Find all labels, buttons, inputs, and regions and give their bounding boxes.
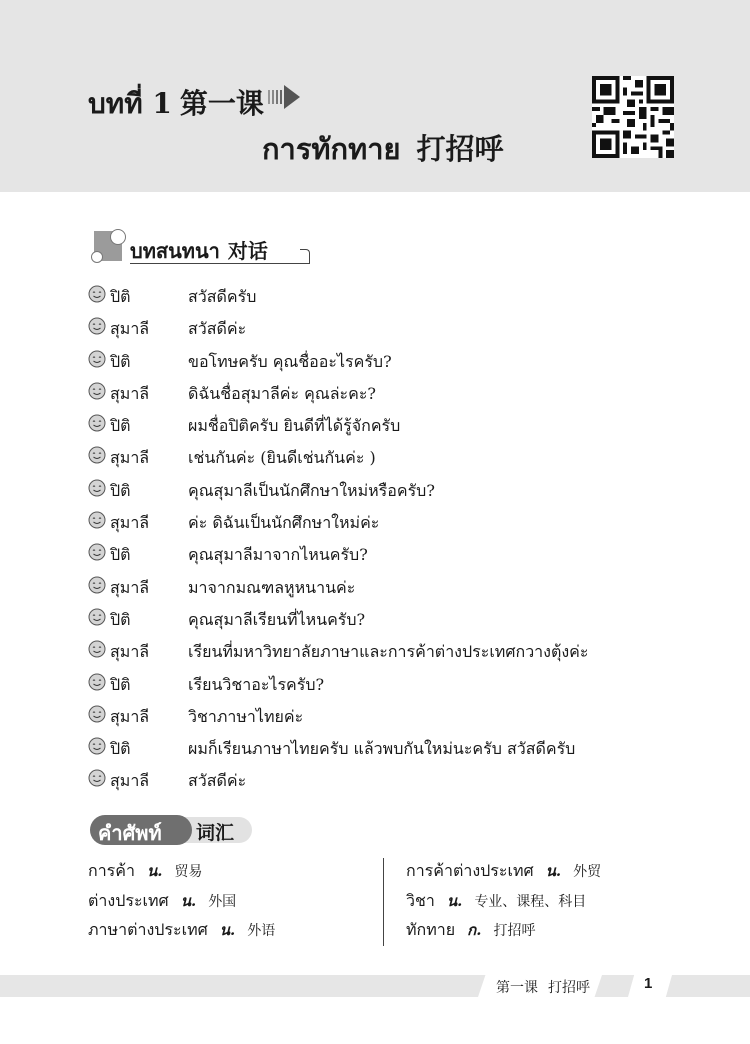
vocab-entry	[406, 918, 601, 948]
speaker-name: ปิติ	[110, 480, 131, 500]
vocab-word: การค้าต่างประเทศ	[406, 861, 534, 880]
smiley-face-icon	[88, 350, 106, 368]
utterance-text: ดิฉันชื่อสุมาลีค่ะ คุณล่ะคะ?	[188, 383, 376, 403]
utterance-text: ขอโทษครับ คุณชื่ออะไรครับ?	[188, 351, 392, 371]
vocab-meaning: 外国	[208, 893, 237, 910]
smiley-face-icon	[88, 285, 106, 303]
lesson-number-zh: 第一课	[179, 87, 264, 120]
part-of-speech: น.	[545, 862, 562, 880]
arrow-right-icon	[268, 84, 302, 110]
speaker-name: สุมาลี	[110, 706, 150, 726]
vocab-entry	[406, 889, 601, 919]
qr-code-icon[interactable]	[592, 76, 674, 158]
smiley-face-icon	[88, 511, 106, 529]
vocab-meaning: 外语	[247, 923, 276, 939]
heading-underline-end	[300, 249, 310, 263]
utterance-text: ค่ะ ดิฉันเป็นนักศึกษาใหม่ค่ะ	[188, 513, 380, 533]
utterance-text: เรียนวิชาอะไรครับ?	[188, 674, 325, 694]
vocab-word: ทักทาย	[406, 920, 456, 939]
speaker-name: สุมาลี	[110, 319, 150, 339]
utterance-text: วิชาภาษาไทยค่ะ	[188, 706, 304, 726]
speaker-name: ปิติ	[110, 674, 131, 694]
vocab-word: วิชา	[406, 890, 435, 910]
part-of-speech: น.	[146, 862, 163, 880]
speaker-name: สุมาลี	[110, 771, 150, 791]
bubble-small-icon	[91, 251, 103, 263]
smiley-face-icon	[88, 382, 106, 400]
smiley-face-icon	[88, 705, 106, 723]
utterance-text: ผมชื่อปิติครับ ยินดีที่ได้รู้จักครับ	[188, 416, 401, 436]
lesson-number-th: บทที่ 1	[88, 87, 172, 120]
lesson-label	[88, 82, 272, 126]
speaker-name: ปิติ	[110, 609, 131, 629]
bubble-icon	[110, 229, 126, 245]
smiley-face-icon	[88, 673, 106, 691]
utterance-text: เช่นกันค่ะ (ยินดีเช่นกันค่ะ )	[188, 448, 376, 468]
lesson-title-zh: 打招呼	[416, 132, 504, 166]
vocab-word: ภาษาต่างประเทศ	[88, 920, 208, 939]
heading-underline	[130, 263, 310, 264]
footer-lesson: 第一课	[496, 980, 538, 996]
vocab-entry	[406, 859, 601, 889]
utterance-text: ผมก็เรียนภาษาไทยครับ แล้วพบกันใหม่นะครับ สวัสดีครับ	[188, 739, 576, 759]
utterance-text: มาจากมณฑลหูหนานค่ะ	[188, 577, 356, 597]
utterance-text: คุณสุมาลีเรียนที่ไหนครับ?	[188, 609, 366, 629]
vocab-entry	[88, 859, 275, 889]
vocab-entry	[88, 918, 275, 948]
vocab-list-right	[406, 859, 601, 948]
dialog-title-zh: 对话	[227, 239, 268, 263]
vocab-title-zh: 词汇	[196, 822, 235, 844]
vocab-meaning: 专业、课程、科目	[474, 893, 587, 910]
vocab-word: ต่างประเทศ	[88, 890, 169, 910]
smiley-face-icon	[88, 479, 106, 497]
speaker-name: สุมาลี	[110, 577, 150, 597]
dialog-section-heading	[90, 229, 314, 269]
part-of-speech: น.	[446, 891, 463, 910]
vocab-divider	[383, 858, 384, 946]
vocab-meaning: 贸易	[174, 864, 203, 880]
speaker-name: ปิติ	[110, 287, 131, 306]
vocab-title-th: คำศัพท์	[98, 821, 162, 845]
utterance-text: เรียนที่มหาวิทยาลัยภาษาและการค้าต่างประเทศกวางตุ้งค่ะ	[188, 642, 589, 662]
smiley-face-icon	[88, 608, 106, 626]
page-number: 1	[644, 975, 653, 992]
utterance-text: สวัสดีครับ	[188, 287, 257, 306]
vocab-meaning: 打招呼	[493, 923, 536, 939]
vocab-section-heading	[90, 815, 256, 845]
utterance-text: สวัสดีค่ะ	[188, 319, 247, 339]
part-of-speech: ก.	[467, 921, 482, 939]
speaker-name: สุมาลี	[110, 383, 150, 403]
smiley-face-icon	[88, 640, 106, 658]
speaker-name: สุมาลี	[110, 448, 150, 468]
speaker-name: สุมาลี	[110, 642, 150, 662]
utterance-text: คุณสุมาลีมาจากไหนครับ?	[188, 545, 368, 565]
smiley-face-icon	[88, 576, 106, 594]
speaker-name: ปิติ	[110, 739, 131, 759]
speaker-name: สุมาลี	[110, 513, 150, 533]
smiley-face-icon	[88, 543, 106, 561]
dialog-title-th: บทสนทนา	[130, 239, 220, 263]
utterance-text: คุณสุมาลีเป็นนักศึกษาใหม่หรือครับ?	[188, 480, 435, 500]
speaker-name: ปิติ	[110, 545, 131, 565]
speaker-name: ปิติ	[110, 351, 131, 371]
part-of-speech: น.	[180, 891, 197, 910]
smiley-face-icon	[88, 317, 106, 335]
vocab-list-left	[88, 859, 275, 948]
footer-running-title	[496, 977, 600, 997]
footer-title: 打招呼	[548, 980, 590, 996]
vocab-meaning: 外贸	[573, 864, 602, 880]
speaker-name: ปิติ	[110, 416, 131, 436]
vocab-word: การค้า	[88, 861, 135, 880]
lesson-title	[262, 126, 520, 172]
smiley-face-icon	[88, 737, 106, 755]
smiley-face-icon	[88, 446, 106, 464]
lesson-title-th: การทักทาย	[262, 132, 401, 166]
smiley-face-icon	[88, 769, 106, 787]
utterance-text: สวัสดีค่ะ	[188, 771, 247, 791]
part-of-speech: น.	[219, 921, 236, 939]
vocab-entry	[88, 889, 275, 919]
smiley-face-icon	[88, 414, 106, 432]
